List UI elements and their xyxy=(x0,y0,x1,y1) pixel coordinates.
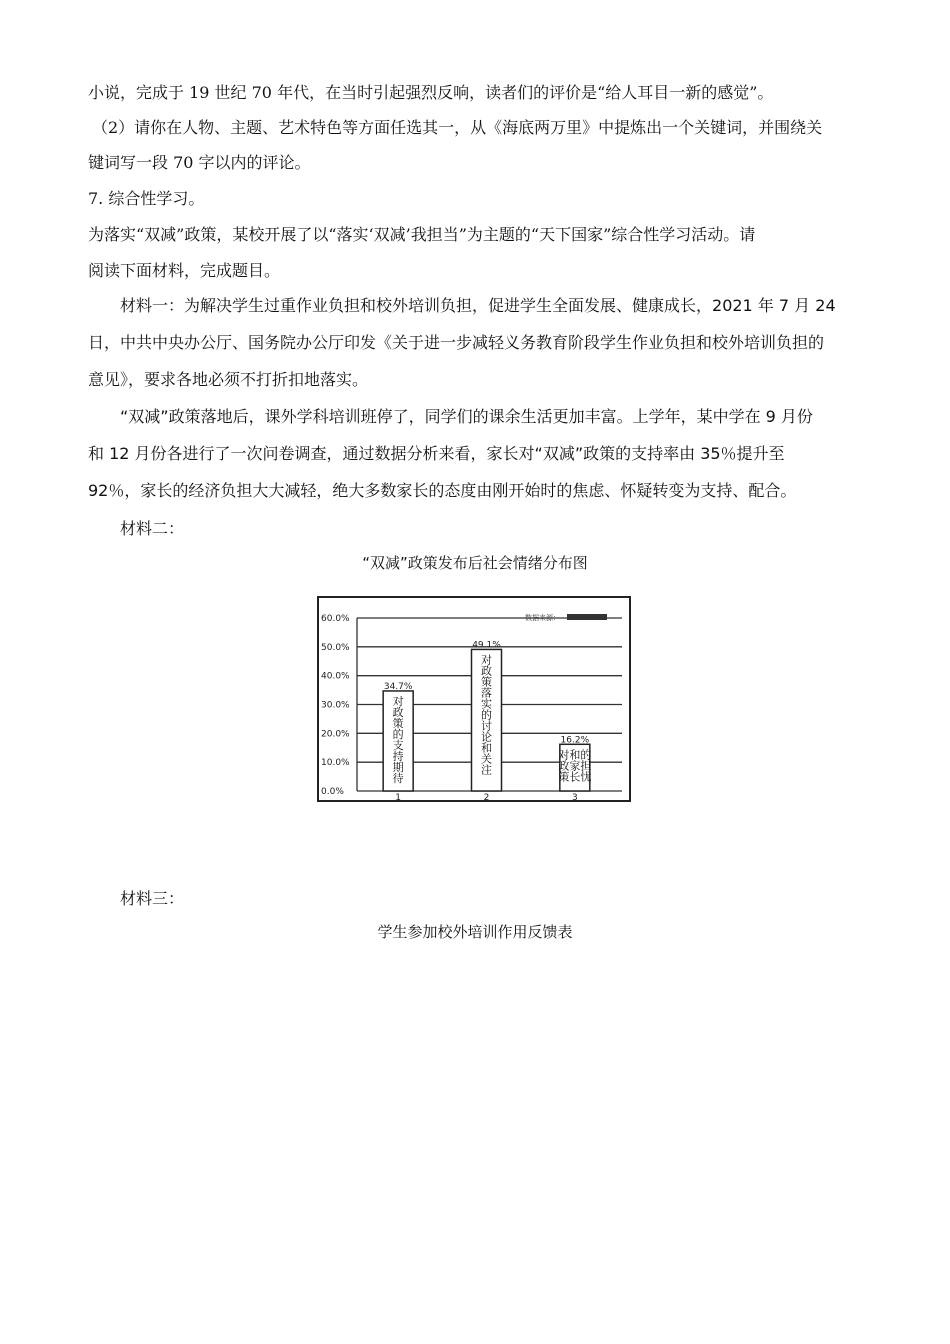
bar-text-char: 策 xyxy=(481,675,492,689)
chart-container xyxy=(317,596,631,806)
bar-text-char: 持 xyxy=(392,749,404,763)
bar-text-char: 落 xyxy=(481,686,492,700)
chart-title: “双减”政策发布后社会情绪分布图 xyxy=(362,554,588,572)
material1-text-1: 为解决学生过重作业负担和校外培训负担，促进学生全面发展、健康成长，2021 年 7 月 24 xyxy=(184,296,836,315)
material1-label: 材料一： xyxy=(120,296,185,315)
y-tick-label: 40.0% xyxy=(321,671,350,682)
intro-line-2: 阅读下面材料，完成题目。 xyxy=(88,261,281,280)
bar-text-char: 忧 xyxy=(580,770,592,784)
bar-text-char: 策 xyxy=(558,770,570,784)
y-tick-label: 10.0% xyxy=(321,758,350,769)
y-tick-label: 30.0% xyxy=(321,700,350,711)
bar-text-char: 家 xyxy=(569,759,581,773)
bar-text-char: 的 xyxy=(580,748,592,762)
bar-text-char: 对 xyxy=(558,748,570,762)
legend-text: 数据来源： xyxy=(525,614,560,622)
x-tick-label: 2 xyxy=(483,793,490,802)
bar-text-char: 实 xyxy=(481,697,492,711)
table-title: 学生参加校外培训作用反馈表 xyxy=(377,923,573,941)
bar-text-char: 对 xyxy=(392,694,404,708)
bar-text-char: 政 xyxy=(392,705,404,719)
y-tick-label: 60.0% xyxy=(321,614,350,624)
bar-text-char: 担 xyxy=(580,759,592,773)
bar-text-char: 和 xyxy=(569,748,581,762)
x-tick-label: 1 xyxy=(395,793,402,802)
bar-text-char: 期 xyxy=(392,760,404,774)
x-tick-label: 3 xyxy=(571,793,578,802)
bar-text-char: 的 xyxy=(392,727,404,741)
bar-text-char: 政 xyxy=(558,759,570,773)
bar-value-label: 16.2% xyxy=(560,735,590,746)
question-7-heading: 7. 综合性学习。 xyxy=(88,189,205,208)
bar-text-char: 长 xyxy=(569,770,581,784)
bar-text-char: 讨 xyxy=(481,719,492,733)
material1-p2-line-1: “双减”政策落地后，课外学科培训班停了，同学们的课余生活更加丰富。上学年，某中学在 9 月份 xyxy=(120,407,813,426)
bar-value-label: 49.1% xyxy=(472,640,501,651)
bar-text-char: 待 xyxy=(392,771,404,785)
bar-text-char: 关 xyxy=(481,752,492,766)
bar-chart xyxy=(317,596,631,802)
material1-p2-line-2: 和 12 月份各进行了一次问卷调查，通过数据分析来看，家长对“双减”政策的支持率由 35％提升至 xyxy=(88,444,785,463)
bar-text-char: 政 xyxy=(481,664,492,678)
y-tick-label: 20.0% xyxy=(321,729,350,740)
material1-p2-line-3: 92％，家长的经济负担大大减轻，绝大多数家长的态度由刚开始时的焦虑、怀疑转变为支持、配合。 xyxy=(88,481,797,500)
bar-text-char: 策 xyxy=(392,716,404,730)
material1-line-3: 意见》，要求各地必须不打折扣地落实。 xyxy=(88,370,369,389)
y-tick-label: 50.0% xyxy=(321,642,350,653)
bar-text-char: 支 xyxy=(392,738,404,752)
bar-text-char: 和 xyxy=(481,741,492,755)
intro-line-1: 为落实“双减”政策，某校开展了以“落实‘双减’我担当”为主题的“天下国家”综合性学习活动。请 xyxy=(88,225,756,244)
material1-line-1 xyxy=(120,295,900,317)
bar-text-char: 注 xyxy=(481,763,492,777)
question-2-line-1: （2）请你在人物、主题、艺术特色等方面任选其一，从《海底两万里》中提炼出一个关键词，并围绕关 xyxy=(92,118,823,137)
question-2-line-2: 键词写一段 70 字以内的评论。 xyxy=(88,153,311,172)
material3-label: 材料三： xyxy=(120,889,185,908)
material1-line-2: 日，中共中央办公厅、国务院办公厅印发《关于进一步减轻义务教育阶段学生作业负担和校外培训负担的 xyxy=(88,333,825,352)
legend-swatch xyxy=(567,614,607,620)
bar-text-char: 论 xyxy=(481,730,492,744)
y-tick-label: 0.0% xyxy=(321,787,344,797)
text-line-1: 小说，完成于 19 世纪 70 年代，在当时引起强烈反响，读者们的评价是“给人耳目一新的感觉”。 xyxy=(88,83,774,102)
material2-label: 材料二： xyxy=(120,519,185,538)
bar-value-label: 34.7% xyxy=(383,681,413,692)
bar-text-char: 对 xyxy=(481,653,492,667)
bar-text-char: 的 xyxy=(481,708,492,722)
